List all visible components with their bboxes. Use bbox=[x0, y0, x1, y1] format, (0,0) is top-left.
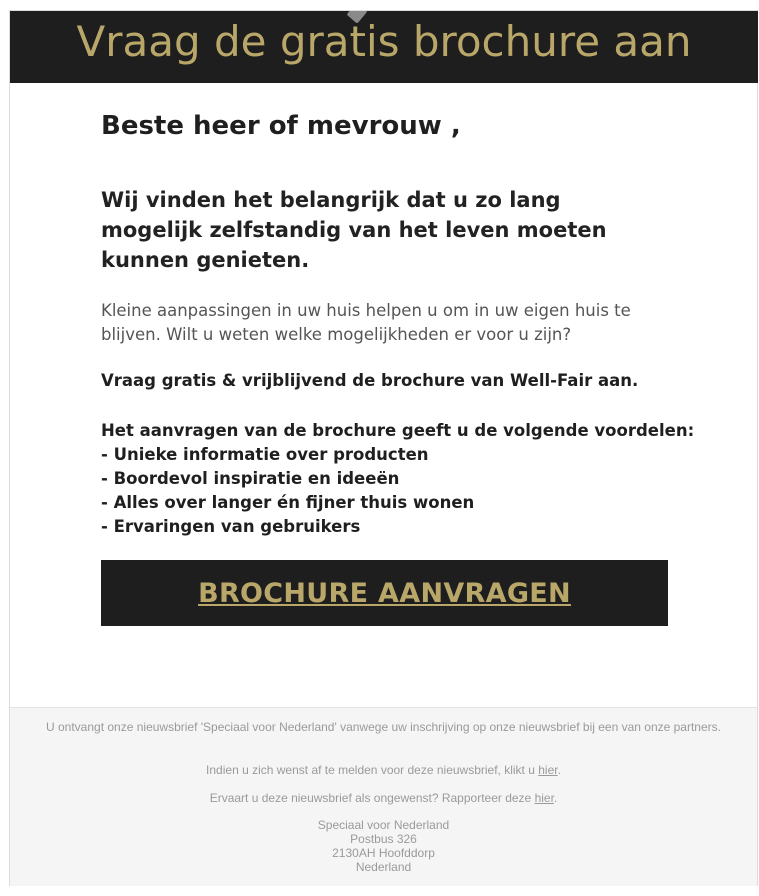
unsubscribe-text: Indien u zich wenst af te melden voor deze nieuwsbrief, klikt u bbox=[206, 763, 535, 777]
header-banner[interactable] bbox=[10, 11, 758, 83]
email-container bbox=[9, 10, 758, 886]
report-spam-link[interactable]: hier bbox=[534, 791, 554, 805]
brochure-request-button[interactable] bbox=[101, 560, 668, 626]
list-item: - Alles over langer én fijner thuis wonen bbox=[101, 493, 475, 512]
cta-text: Vraag gratis & vrijblijvend de brochure van Well-Fair aan. bbox=[101, 371, 639, 390]
unsubscribe-link[interactable]: hier bbox=[538, 763, 558, 777]
list-item: - Ervaringen van gebruikers bbox=[101, 517, 361, 536]
banner-title: Vraag de gratis brochure aan bbox=[76, 17, 692, 66]
list-item: - Unieke informatie over producten bbox=[101, 445, 429, 464]
list-item: - Boordevol inspiratie en ideeën bbox=[101, 469, 400, 488]
benefits-list bbox=[101, 419, 695, 539]
footer-unsubscribe: Indien u zich wenst af te melden voor deze nieuwsbrief, klikt u hier. bbox=[206, 763, 561, 777]
report-text: Ervaart u deze nieuwsbrief als ongewenst? Rapporteer deze bbox=[209, 791, 532, 805]
greeting: Beste heer of mevrouw , bbox=[101, 111, 461, 141]
address-line: 2130AH Hoofddorp bbox=[332, 846, 435, 860]
address-line: Speciaal voor Nederland bbox=[317, 818, 450, 832]
intro-paragraph: Kleine aanpassingen in uw huis helpen u om in uw eigen huis te blijven. Wilt u weten welke mogelijkheden er voor u zijn? bbox=[101, 301, 631, 344]
footer-report: Ervaart u deze nieuwsbrief als ongewenst? Rapporteer deze hier. bbox=[209, 791, 558, 805]
benefits-intro: Het aanvragen van de brochure geeft u de volgende voordelen: bbox=[101, 421, 695, 440]
address-line: Postbus 326 bbox=[350, 832, 417, 846]
headline: Wij vinden het belangrijk dat u zo lang mogelijk zelfstandig van het leven moeten kunnen genieten. bbox=[101, 188, 607, 272]
footer-address bbox=[10, 818, 757, 874]
footer bbox=[10, 707, 757, 886]
address-line: Nederland bbox=[355, 860, 412, 874]
brochure-request-button-label[interactable]: BROCHURE AANVRAGEN bbox=[198, 577, 571, 609]
footer-notice: U ontvangt onze nieuwsbrief 'Speciaal voor Nederland' vanwege uw inschrijving op onze nieuwsbrief bij een van onze partners. bbox=[46, 720, 721, 734]
